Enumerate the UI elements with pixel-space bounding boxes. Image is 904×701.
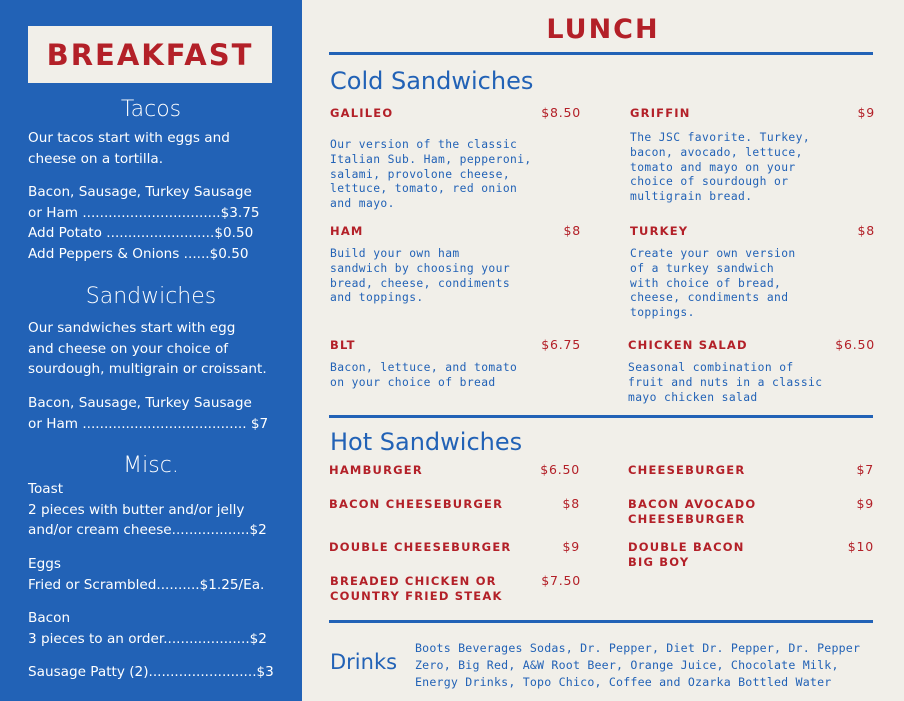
misc-heading: Misc. xyxy=(123,453,179,478)
menu-item-price: $8 xyxy=(857,223,875,238)
menu-item-name: DOUBLE BACON BIG BOY xyxy=(628,540,745,569)
menu-item-name: BACON AVOCADO CHEESEBURGER xyxy=(628,497,757,526)
menu-item-price: $7 xyxy=(856,462,874,477)
tacos-heading: Tacos xyxy=(120,97,182,122)
divider xyxy=(329,52,873,55)
misc-eggs: Eggs Fried or Scrambled..........$1.25/Ea. xyxy=(28,556,265,593)
menu-item-price: $9 xyxy=(857,105,875,120)
menu-item-description: Bacon, lettuce, and tomato on your choice of bread xyxy=(330,361,518,389)
menu-item-description: The JSC favorite. Turkey, bacon, avocado, lettuce, tomato and mayo on your choice of sourdough or multigrain bread. xyxy=(630,131,811,204)
menu-item-price: $10 xyxy=(847,539,874,554)
menu-item-price: $8.50 xyxy=(541,105,581,120)
menu-item-name: CHICKEN SALAD xyxy=(628,338,748,352)
menu-item-name: BLT xyxy=(330,338,356,352)
menu-item-name: BACON CHEESEBURGER xyxy=(329,497,504,511)
cold-sandwiches-heading: Cold Sandwiches xyxy=(330,67,534,95)
menu-item-description: Our version of the classic Italian Sub. Ham, pepperoni, salami, provolone cheese, lettuce, tomato, red onion and mayo. xyxy=(330,138,532,211)
breakfast-title: BREAKFAST xyxy=(46,37,254,72)
lunch-title: LUNCH xyxy=(546,14,660,45)
menu-item-name: GRIFFIN xyxy=(630,106,691,120)
menu-item-price: $9 xyxy=(562,539,580,554)
menu-item-name: DOUBLE CHEESEBURGER xyxy=(329,540,512,554)
misc-toast: Toast 2 pieces with butter and/or jelly and/or cream cheese..................$2 xyxy=(28,481,267,538)
misc-sausage: Sausage Patty (2).........................$3 xyxy=(28,664,274,680)
sandwiches-items: Bacon, Sausage, Turkey Sausage or Ham ...................................... $7 xyxy=(28,395,269,432)
menu-item-name: GALILEO xyxy=(330,106,394,120)
divider xyxy=(329,620,873,623)
menu-item-price: $8 xyxy=(563,223,581,238)
menu-item-name: HAM xyxy=(330,224,364,238)
menu-item-price: $7.50 xyxy=(541,573,581,588)
sandwiches-heading: Sandwiches xyxy=(85,284,217,309)
breakfast-panel xyxy=(0,0,302,701)
tacos-intro: Our tacos start with eggs and cheese on a tortilla. xyxy=(28,130,230,167)
menu-item-name: HAMBURGER xyxy=(329,463,423,477)
drinks-list: Boots Beverages Sodas, Dr. Pepper, Diet Dr. Pepper, Dr. Pepper Zero, Big Red, A&W Root Beer, Orange Juice, Chocolate Milk, Energy Drinks, Topo Chico, Coffee and Ozarka Bottled Water xyxy=(415,641,861,689)
divider xyxy=(329,415,873,418)
menu-item-price: $8 xyxy=(562,496,580,511)
menu-item-description: Build your own ham sandwich by choosing your bread, cheese, condiments and toppings. xyxy=(330,247,511,305)
hot-sandwiches-heading: Hot Sandwiches xyxy=(330,428,523,456)
breakfast-title-box xyxy=(28,26,272,83)
menu-item-price: $9 xyxy=(856,496,874,511)
misc-bacon: Bacon 3 pieces to an order....................$2 xyxy=(28,610,267,647)
sandwiches-intro: Our sandwiches start with egg and cheese on your choice of sourdough, multigrain or croissant. xyxy=(28,320,267,377)
menu-item-description: Seasonal combination of fruit and nuts in a classic mayo chicken salad xyxy=(628,361,823,404)
tacos-items: Bacon, Sausage, Turkey Sausage or Ham ................................$3.75 Add Potato .........................$0.50 Add Peppers & Onions ......$0.50 xyxy=(28,184,260,262)
menu-item-name: BREADED CHICKEN OR COUNTRY FRIED STEAK xyxy=(330,574,503,603)
menu-item-price: $6.75 xyxy=(541,337,581,352)
menu-item-description: Create your own version of a turkey sandwich with choice of bread, cheese, condiments and toppings. xyxy=(630,247,796,320)
menu-item-name: CHEESEBURGER xyxy=(628,463,746,477)
menu-item-price: $6.50 xyxy=(835,337,875,352)
menu-item-name: TURKEY xyxy=(630,224,689,238)
drinks-heading: Drinks xyxy=(330,650,398,674)
menu-item-price: $6.50 xyxy=(540,462,580,477)
